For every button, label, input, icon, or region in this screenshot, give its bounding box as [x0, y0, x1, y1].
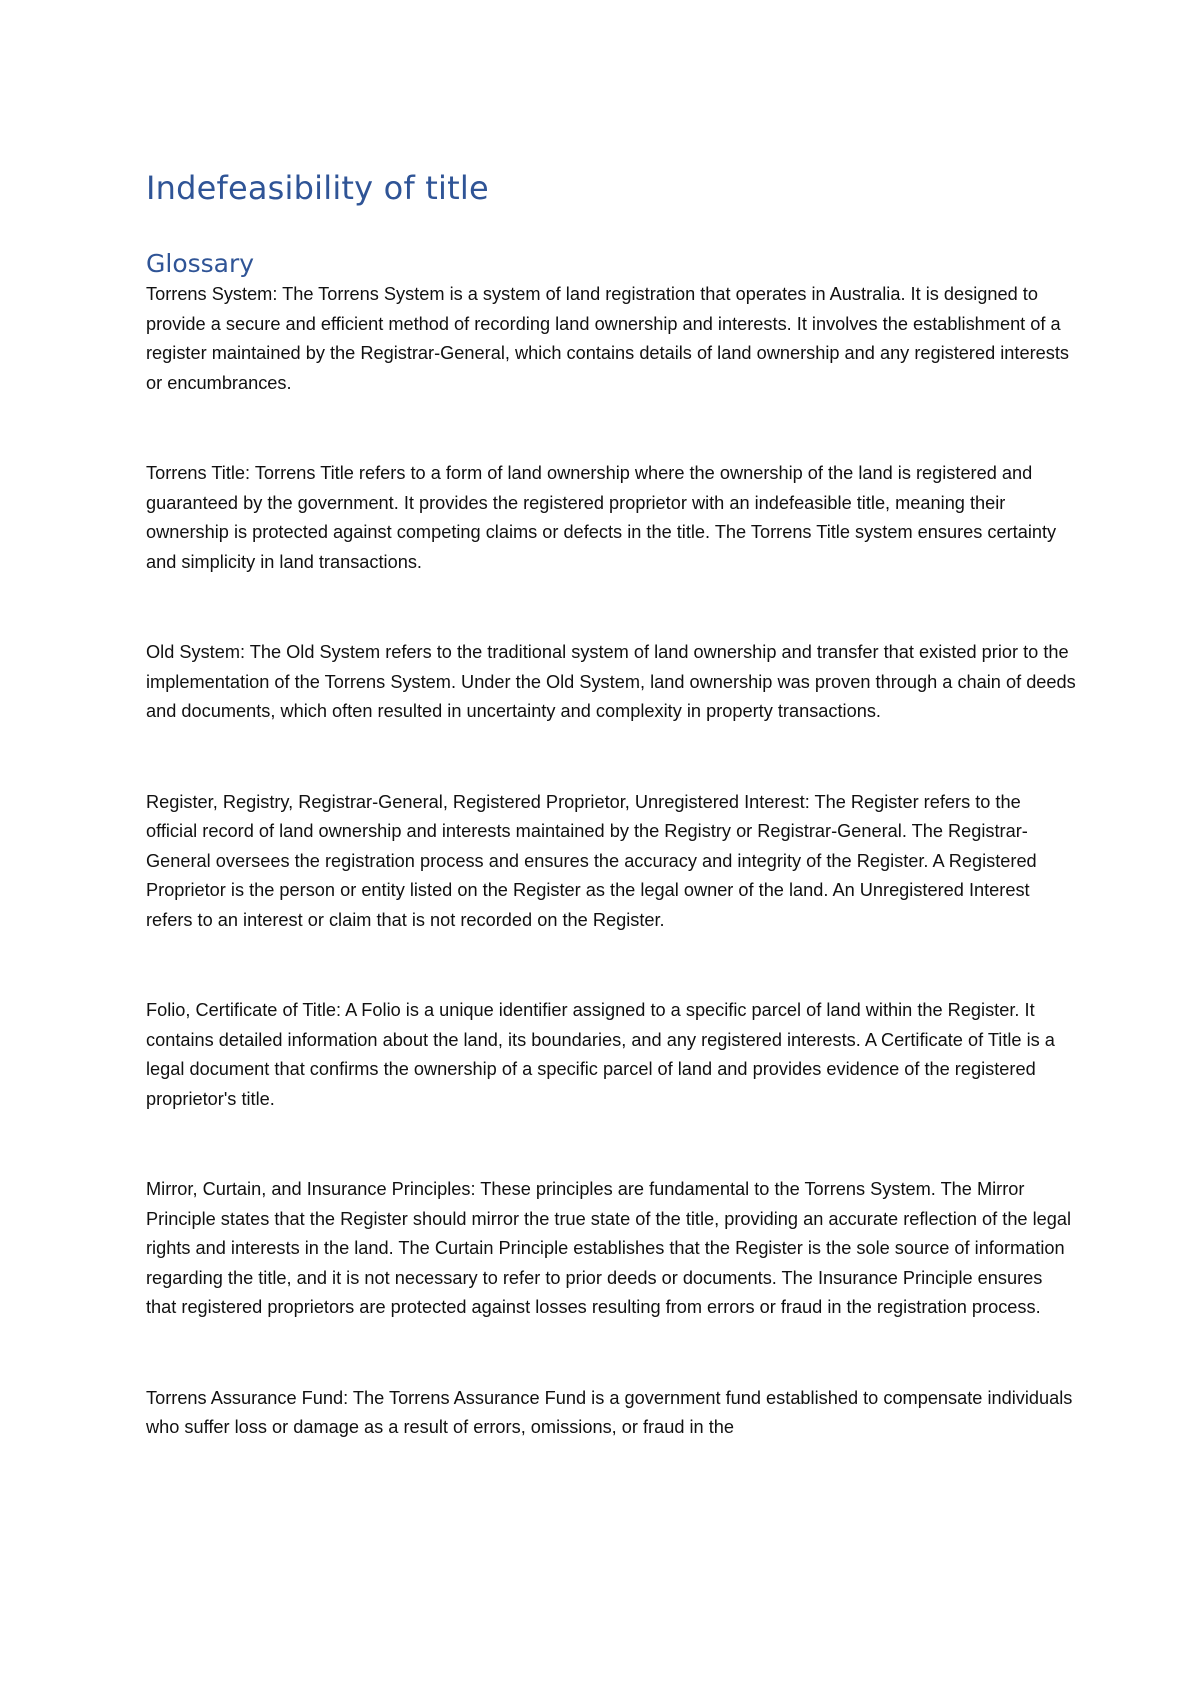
- section-heading-glossary: Glossary: [146, 249, 255, 278]
- glossary-entry-assurance-fund: Torrens Assurance Fund: The Torrens Assurance Fund is a government fund established to compensate individuals who suffer loss or damage as a result of errors, omissions, or fraud in the: [146, 1387, 1073, 1437]
- glossary-entry-old-system: Old System: The Old System refers to the traditional system of land ownership and transfer that existed prior to the implementation of the Torrens System. Under the Old System, land ownership was proven through a chain of deeds and documents, which often resulted in uncertainty and complexity in property transactions.: [146, 642, 1076, 721]
- glossary-entry-folio: Folio, Certificate of Title: A Folio is a unique identifier assigned to a specific parcel of land within the Register. It contains detailed information about the land, its boundaries, and any registered interests. A Certificate of Title is a legal document that confirms the ownership of a specific parcel of land and provides evidence of the registered proprietor's title.: [146, 1000, 1055, 1109]
- document-body: [146, 168, 1076, 1443]
- glossary-entry-principles: Mirror, Curtain, and Insurance Principles: These principles are fundamental to the Torrens System. The Mirror Principle states that the Register should mirror the true state of the title, providing an accurate reflection of the legal rights and interests in the land. The Curtain Principle establishes that the Register is the sole source of information regarding the title, and it is not necessary to refer to prior deeds or documents. The Insurance Principle ensures that registered proprietors are protected against losses resulting from errors or fraud in the registration process.: [146, 1179, 1072, 1317]
- glossary-list: [146, 280, 1076, 1443]
- glossary-entry-torrens-title: Torrens Title: Torrens Title refers to a form of land ownership where the ownership of the land is registered and guaranteed by the government. It provides the registered proprietor with an indefeasible title, meaning their ownership is protected against competing claims or defects in the title. The Torrens Title system ensures certainty and simplicity in land transactions.: [146, 463, 1057, 572]
- glossary-entry-register: Register, Registry, Registrar-General, Registered Proprietor, Unregistered Interest: The Register refers to the official record of land ownership and interests maintained by the Registry or Registrar-General. The Registrar-General oversees the registration process and ensures the accuracy and integrity of the Register. A Registered Proprietor is the person or entity listed on the Register as the legal owner of the land. An Unregistered Interest refers to an interest or claim that is not recorded on the Register.: [146, 791, 1037, 930]
- glossary-entry-torrens-system: Torrens System: The Torrens System is a system of land registration that operates in Australia. It is designed to provide a secure and efficient method of recording land ownership and interests. It involves the establishment of a register maintained by the Registrar-General, which contains details of land ownership and any registered interests or encumbrances.: [146, 284, 1069, 393]
- document-title: Indefeasibility of title: [146, 169, 489, 207]
